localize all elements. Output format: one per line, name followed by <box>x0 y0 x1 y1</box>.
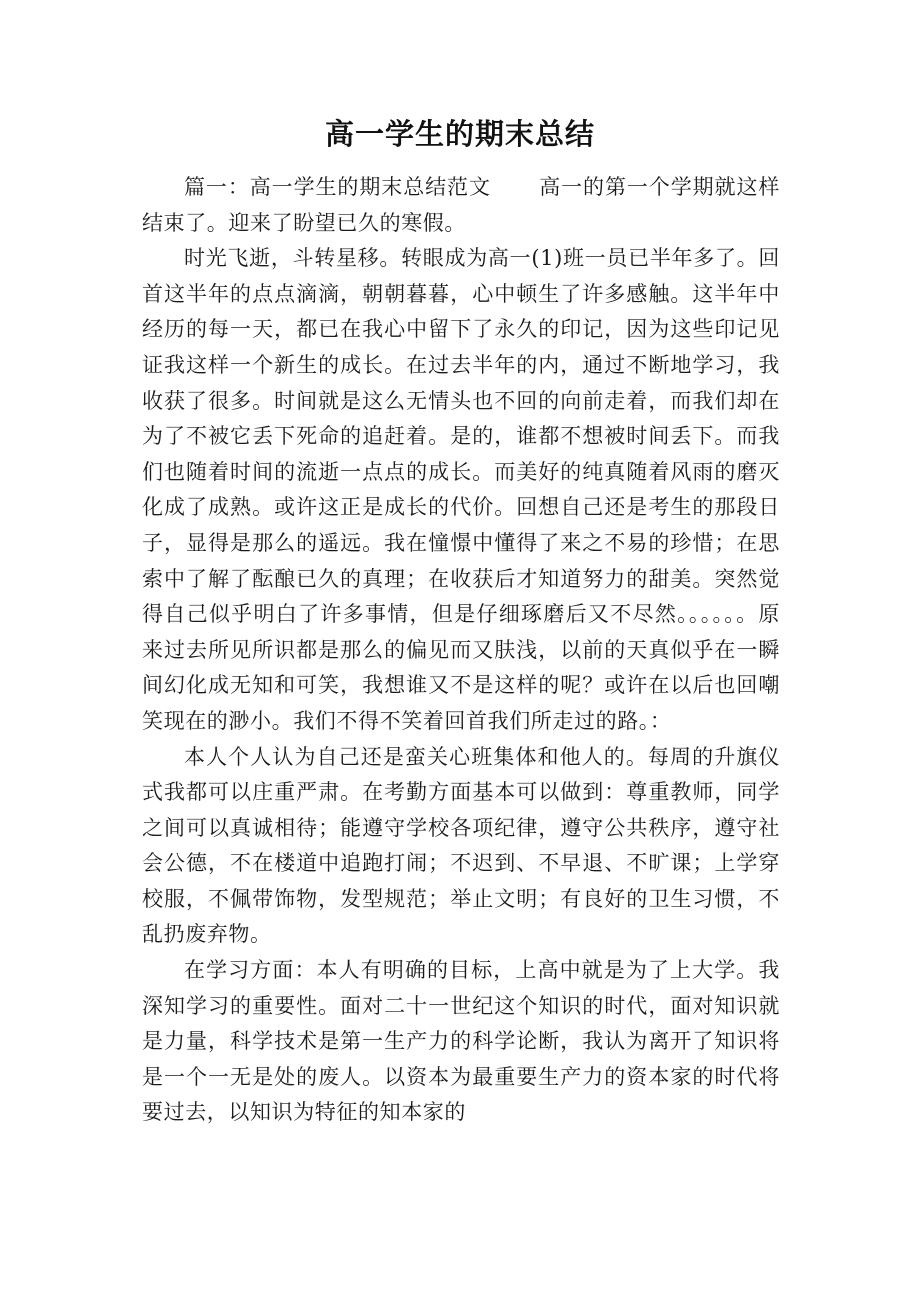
paragraph-intro <box>142 170 780 241</box>
document-body <box>142 170 780 1131</box>
paragraph-conduct: 本人个人认为自己还是蛮关心班集体和他人的。每周的升旗仪式我都可以庄重严肃。在考勤方面基本可以做到：尊重教师，同学之间可以真诚相待；能遵守学校各项纪律，遵守公共秩序，遵守社会公德，不在楼道中追跑打闹；不迟到、不早退、不旷课；上学穿校服，不佩带饰物，发型规范；举止文明；有良好的卫生习惯，不乱扔废弃物。 <box>142 744 780 947</box>
paragraph-intro-lead: 篇一：高一学生的期末总结范文 <box>184 175 491 199</box>
paragraph-intro-text: 高一的第一个学期就这样结束了。迎来了盼望已久的寒假。 <box>142 175 780 235</box>
paragraph-study: 在学习方面：本人有明确的目标，上高中就是为了上大学。我深知学习的重要性。面对二十一世纪这个知识的时代，面对知识就是力量，科学技术是第一生产力的科学论断，我认为离开了知识将是一个一无是处的废人。以资本为最重要生产力的资本家的时代将要过去，以知识为特征的知本家的 <box>142 958 780 1125</box>
paragraph-reflection: 时光飞逝，斗转星移。转眼成为高一(1)班一员已半年多了。回首这半年的点点滴滴，朝朝暮暮，心中顿生了许多感触。这半年中经历的每一天，都已在我心中留下了永久的印记，因为这些印记见证我这样一个新生的成长。在过去半年的内，通过不断地学习，我收获了很多。时间就是这么无情头也不回的向前走着，而我们却在为了不被它丢下死命的追赶着。是的，谁都不想被时间丢下。而我们也随着时间的流逝一点点的成长。而美好的纯真随着风雨的磨灭化成了成熟。或许这正是成长的代价。回想自己还是考生的那段日子，显得是那么的遥远。我在憧憬中懂得了来之不易的珍惜；在思索中了解了酝酿已久的真理；在收获后才知道努力的甜美。突然觉得自己似乎明白了许多事情，但是仔细琢磨后又不尽然。。。。。。原来过去所见所识都是那么的偏见而又肤浅，以前的天真似乎在一瞬间幻化成无知和可笑，我想谁又不是这样的呢？或许在以后也回嘲笑现在的渺小。我们不得不笑着回首我们所走过的路。： <box>142 246 780 733</box>
page-title: 高一学生的期末总结 <box>324 117 595 151</box>
